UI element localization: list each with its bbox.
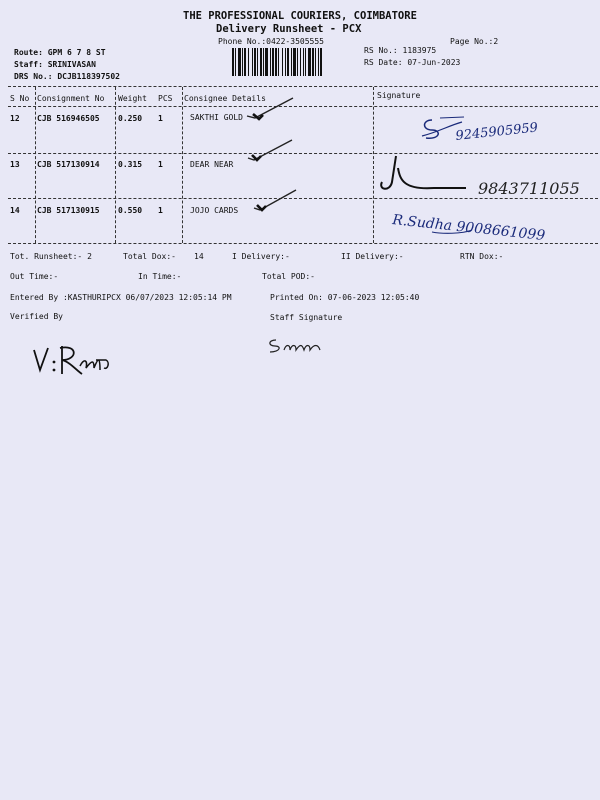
- route-label: Route: GPM 6 7 8 ST: [14, 48, 106, 57]
- recipient-signature: [374, 152, 580, 200]
- i-delivery: I Delivery:-: [232, 252, 290, 261]
- table-row-consignee: DEAR NEAR: [190, 160, 234, 169]
- table-row-pcs: 1: [158, 206, 163, 215]
- entered-by: Entered By :KASTHURIPCX 06/07/2023 12:05:14 PM: [10, 293, 232, 302]
- column-divider: [115, 87, 116, 243]
- tick-mark-icon: [245, 96, 295, 126]
- table-row-consignment: CJB 516946505: [37, 114, 100, 123]
- verifier-signature: [30, 340, 120, 384]
- drs-number: DRS No.: DCJB118397502: [14, 72, 120, 81]
- staff-signature: [266, 334, 336, 362]
- table-header-rule: [8, 106, 598, 107]
- recipient-signature: [418, 112, 578, 156]
- recipient-signature: [392, 204, 562, 248]
- printed-on: Printed On: 07-06-2023 12:05:40: [270, 293, 420, 302]
- table-row-consignment: CJB 517130914: [37, 160, 100, 169]
- barcode: [232, 48, 354, 76]
- phone-number: Phone No.:0422-3505555: [218, 37, 324, 46]
- runsheet-title: Delivery Runsheet - PCX: [216, 23, 362, 35]
- header-sno: S No: [10, 94, 30, 103]
- table-row-sno: 12: [10, 114, 20, 123]
- out-time: Out Time:-: [10, 272, 59, 281]
- table-row-sno: 13: [10, 160, 20, 169]
- signature-phone: R.Sudha 9008661099: [391, 212, 546, 245]
- tick-mark-icon: [246, 136, 296, 166]
- table-row-weight: 0.250: [118, 114, 143, 123]
- header-pcs: PCS: [158, 94, 173, 103]
- table-row-weight: 0.315: [118, 160, 143, 169]
- table-row-weight: 0.550: [118, 206, 143, 215]
- table-top-rule: [8, 86, 598, 87]
- header-consignee: Consignee Details: [184, 94, 266, 103]
- total-dox-value: 14: [194, 252, 204, 261]
- table-row-consignee: JOJO CARDS: [190, 206, 239, 215]
- column-divider: [182, 87, 183, 243]
- total-pod: Total POD:-: [262, 272, 315, 281]
- signature-phone: 9843711055: [478, 179, 580, 198]
- tot-runsheet: Tot. Runsheet:- 2: [10, 252, 92, 261]
- table-row-consignee: SAKTHI GOLD: [190, 113, 243, 122]
- header-weight: Weight: [118, 94, 147, 103]
- column-divider: [35, 87, 36, 243]
- in-time: In Time:-: [138, 272, 182, 281]
- verified-by: Verified By: [10, 312, 63, 321]
- table-row-sno: 14: [10, 206, 20, 215]
- header-consignment: Consignment No: [37, 94, 105, 103]
- barcode-gap: [322, 48, 323, 76]
- staff-signature-label: Staff Signature: [270, 313, 343, 322]
- page-number: Page No.:2: [450, 37, 499, 46]
- rs-number: RS No.: 1183975: [364, 46, 437, 55]
- staff-label: Staff: SRINIVASAN: [14, 60, 96, 69]
- table-row-consignment: CJB 517130915: [37, 206, 100, 215]
- table-row-pcs: 1: [158, 160, 163, 169]
- company-name: THE PROFESSIONAL COURIERS, COIMBATORE: [183, 10, 417, 22]
- signature-phone: 9245905959: [454, 120, 539, 144]
- tick-mark-icon: [252, 188, 302, 218]
- rs-date: RS Date: 07-Jun-2023: [364, 58, 461, 67]
- total-dox-label: Total Dox:-: [123, 252, 176, 261]
- ii-delivery: II Delivery:-: [341, 252, 404, 261]
- rtn-dox: RTN Dox:-: [460, 252, 504, 261]
- header-signature: Signature: [377, 91, 421, 100]
- table-row-pcs: 1: [158, 114, 163, 123]
